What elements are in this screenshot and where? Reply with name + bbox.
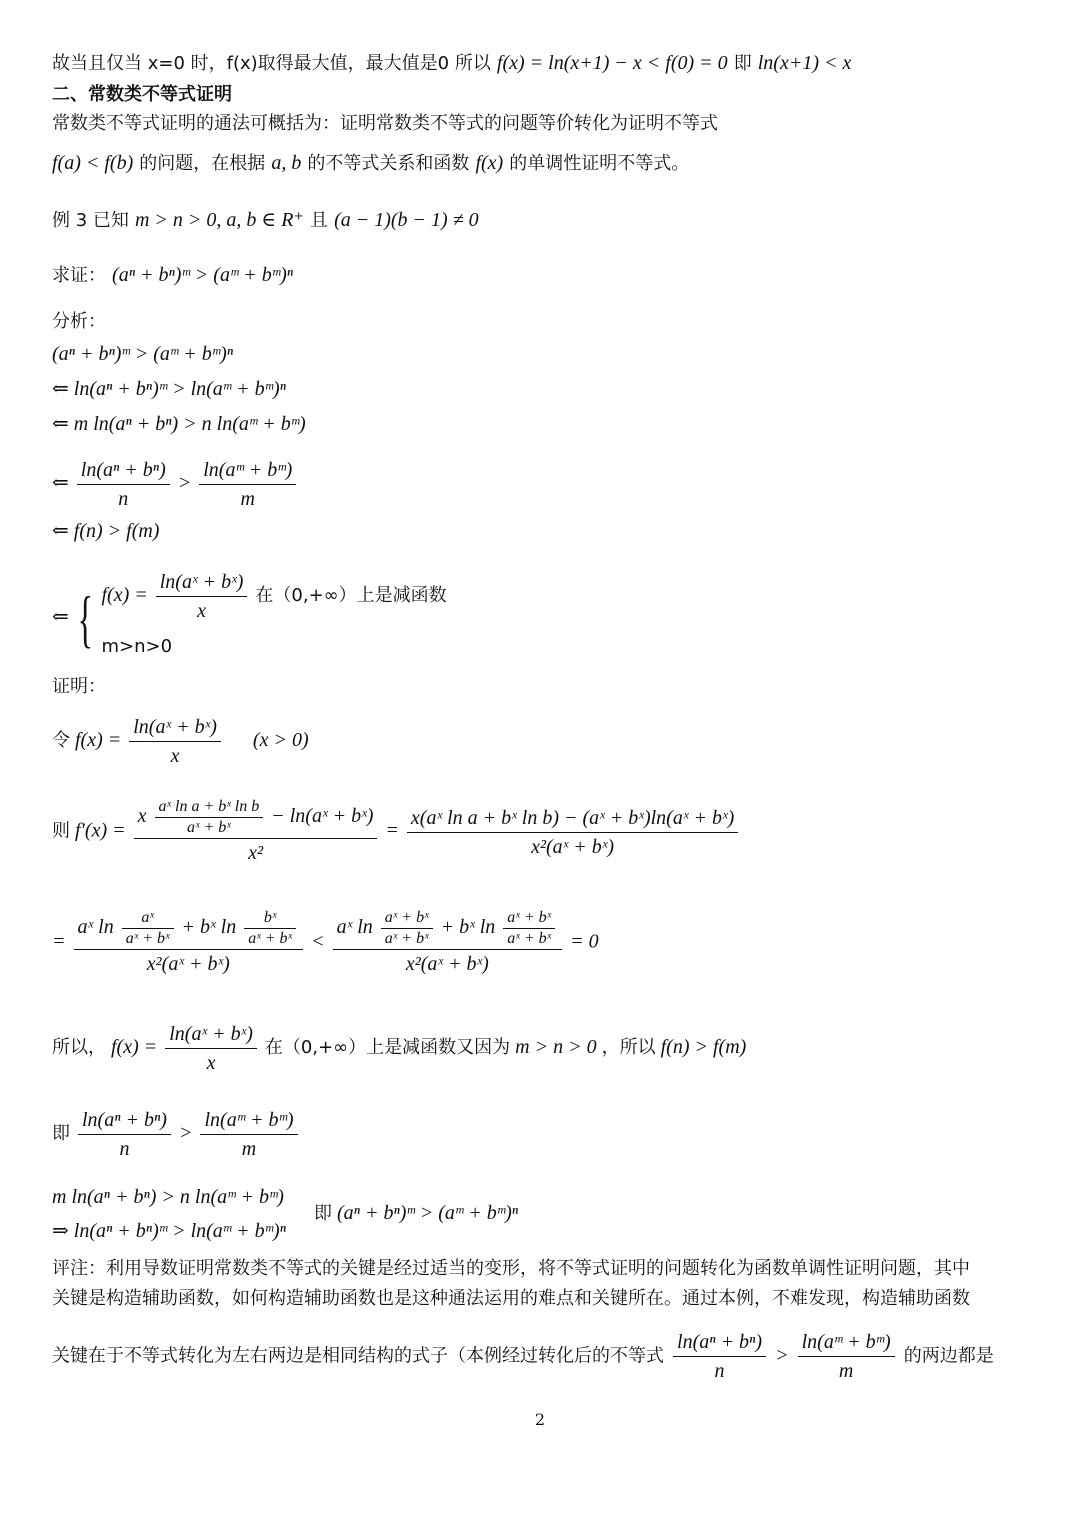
less-than: < xyxy=(311,930,325,953)
ji-label: 即 xyxy=(314,1203,332,1224)
fraction-numerator: aˣ xyxy=(122,908,174,929)
fraction-n xyxy=(78,1106,171,1163)
case-2: m>n>0 xyxy=(101,636,173,657)
para-text-1: 的问题，在根据 xyxy=(139,153,266,174)
example-connector: 且 xyxy=(310,210,329,231)
domain-condition: (x > 0) xyxy=(252,729,309,752)
para-formula-3: f(x) xyxy=(475,152,504,174)
para-text-2: 的不等式关系和函数 xyxy=(307,153,470,174)
term-b: + bˣ ln xyxy=(181,916,237,939)
so-label: 所以， xyxy=(52,1037,106,1059)
fraction-numerator: ln(aⁿ + bⁿ) xyxy=(673,1328,766,1357)
fraction-denominator: m xyxy=(240,488,255,510)
analysis-step-6 xyxy=(52,568,447,669)
analysis-step-3: ⇐ m ln(aⁿ + bⁿ) > n ln(aᵐ + bᵐ) xyxy=(52,413,306,435)
fraction-denominator: x xyxy=(206,1052,216,1074)
estimate-fraction-2 xyxy=(333,908,563,978)
estimate-fraction-1 xyxy=(74,908,304,978)
implied-by-arrow: ⇐ xyxy=(52,606,69,629)
x-factor: x xyxy=(137,805,147,828)
note-line-3 xyxy=(52,1328,994,1385)
inner-fraction xyxy=(381,908,433,949)
fraction-numerator: ln(aⁿ + bⁿ) xyxy=(78,1106,171,1135)
fraction-m xyxy=(200,1106,297,1163)
ji-line xyxy=(52,1106,301,1163)
fraction-denominator: x xyxy=(197,600,207,622)
analysis-step-4 xyxy=(52,456,299,513)
case-1 xyxy=(101,568,446,625)
fraction-denominator: aˣ + bˣ xyxy=(384,930,429,947)
inner-fraction xyxy=(503,908,555,949)
so-condition: m > n > 0 xyxy=(515,1036,597,1059)
conclusion-connector: 即 xyxy=(733,53,752,74)
conclusion-final xyxy=(314,1200,518,1227)
note-text-a: 关键在于不等式转化为左右两边是相同结构的式子（本例经过转化后的不等式 xyxy=(52,1345,664,1367)
fraction-numerator: ln(aˣ + bˣ) xyxy=(156,568,248,597)
equals-zero: = 0 xyxy=(570,930,599,953)
para-formula-2: a, b xyxy=(271,152,302,174)
implied-by-arrow: ⇐ xyxy=(52,472,69,495)
fraction-numerator xyxy=(74,908,304,950)
derivative-lhs: f′(x) = xyxy=(75,819,126,842)
left-brace: { xyxy=(77,582,93,654)
final-inequality: (aⁿ + bⁿ)ᵐ > (aᵐ + bᵐ)ⁿ xyxy=(337,1202,519,1224)
fraction-denominator: aˣ + bˣ xyxy=(125,930,170,947)
term-b: + bˣ ln xyxy=(440,916,496,939)
para-text-3: 的单调性证明不等式。 xyxy=(509,153,690,174)
page-number: 2 xyxy=(534,1410,546,1429)
fraction-denominator: x²(aˣ + bˣ) xyxy=(531,835,615,858)
conclusion-step-2 xyxy=(52,1218,286,1244)
fx-lhs: f(x) = xyxy=(111,1036,158,1059)
fraction-denominator: n xyxy=(714,1360,725,1382)
inner-fraction xyxy=(155,797,264,838)
greater-than: > xyxy=(775,1344,789,1367)
fx-fraction xyxy=(156,568,248,625)
para-formula-1: f(a) < f(b) xyxy=(52,152,134,174)
fraction-denominator: x xyxy=(170,745,180,767)
fraction-numerator: aˣ ln a + bˣ ln b xyxy=(155,797,264,818)
analysis-step-2: ⇐ ln(aⁿ + bⁿ)ᵐ > ln(aᵐ + bᵐ)ⁿ xyxy=(52,378,286,400)
fraction-numerator xyxy=(333,908,563,950)
fraction-n xyxy=(77,456,170,513)
fraction-denominator: m xyxy=(838,1360,854,1382)
so-line xyxy=(52,1020,746,1077)
fraction-numerator: ln(aˣ + bˣ) xyxy=(165,1020,257,1049)
fraction-denominator: x² xyxy=(248,842,263,864)
fx-lhs: f(x) = xyxy=(101,584,148,607)
conclusion-line xyxy=(52,50,851,77)
fraction-numerator: ln(aⁿ + bⁿ) xyxy=(77,456,170,485)
fraction-denominator: aˣ + bˣ xyxy=(507,930,552,947)
section-heading: 二、常数类不等式证明 xyxy=(52,84,232,105)
fraction-denominator: x²(aˣ + bˣ) xyxy=(146,953,230,975)
fraction-denominator: aˣ + bˣ xyxy=(248,930,293,947)
derivative-fraction xyxy=(134,797,378,867)
conclusion-formula-2: ln(x+1) < x xyxy=(757,52,852,74)
analysis-label: 分析： xyxy=(52,311,106,332)
conclusion-implication: ⇒ ln(aⁿ + bⁿ)ᵐ > ln(aᵐ + bᵐ)ⁿ xyxy=(52,1220,286,1242)
fraction-numerator: x(aˣ ln a + bˣ ln b) − (aˣ + bˣ)ln(aˣ + bˣ) xyxy=(407,804,738,833)
method-paragraph: 常数类不等式证明的通法可概括为：证明常数类不等式的问题等价转化为证明不等式 xyxy=(52,113,718,134)
equals-sign: = xyxy=(385,819,399,842)
fx-lhs: f(x) = xyxy=(75,729,122,752)
prove-formula: (aⁿ + bⁿ)ᵐ > (aᵐ + bᵐ)ⁿ xyxy=(112,264,294,286)
conclusion-formula: f(x) = ln(x+1) − x < f(0) = 0 xyxy=(496,52,728,74)
fraction-numerator: bˣ xyxy=(244,908,296,929)
prove-statement xyxy=(52,262,293,289)
term-a: aˣ ln xyxy=(77,916,114,939)
fraction-denominator: x²(aˣ + bˣ) xyxy=(405,953,489,975)
fraction-denominator: n xyxy=(118,488,129,510)
example-condition: m > n > 0, a, b ∈ R⁺ xyxy=(134,209,304,231)
analysis-step-5: ⇐ f(n) > f(m) xyxy=(52,520,160,542)
fraction-numerator: aˣ + bˣ xyxy=(503,908,555,929)
conclusion-text: 故当且仅当 x=0 时，f(x)取得最大值，最大值是0 所以 xyxy=(52,53,491,74)
equals-sign: = xyxy=(52,930,66,953)
conclusion-step-1: m ln(aⁿ + bⁿ) > n ln(aᵐ + bᵐ) xyxy=(52,1186,284,1208)
note-text-b: 的两边都是 xyxy=(903,1345,994,1367)
proof-label: 证明： xyxy=(52,676,106,697)
example-condition-2: (a − 1)(b − 1) ≠ 0 xyxy=(334,209,479,231)
log-term: − ln(aˣ + bˣ) xyxy=(271,805,374,828)
decreasing-text: 在（0,+∞）上是减函数 xyxy=(255,585,447,607)
derivative-fraction-2 xyxy=(407,804,738,861)
then-label: 则 xyxy=(52,820,70,842)
fraction-numerator: ln(aᵐ + bᵐ) xyxy=(199,456,296,485)
fraction-m xyxy=(798,1328,895,1385)
let-label: 令 xyxy=(52,730,70,752)
so-result: f(n) > f(m) xyxy=(660,1036,747,1059)
method-paragraph-2 xyxy=(52,150,689,177)
estimate-line xyxy=(52,908,599,978)
fraction-numerator: ln(aᵐ + bᵐ) xyxy=(200,1106,297,1135)
fraction-numerator: ln(aˣ + bˣ) xyxy=(129,713,221,742)
so-text-2: ，所以 xyxy=(601,1037,656,1059)
fraction-numerator: aˣ + bˣ xyxy=(381,908,433,929)
fraction-denominator: m xyxy=(241,1138,257,1160)
greater-than: > xyxy=(177,472,192,495)
analysis-step-1: (aⁿ + bⁿ)ᵐ > (aᵐ + bᵐ)ⁿ xyxy=(52,343,234,365)
fraction-denominator: aˣ + bˣ xyxy=(186,819,231,836)
fraction-denominator: n xyxy=(119,1138,130,1160)
prove-label: 求证： xyxy=(52,265,106,286)
example-3-statement xyxy=(52,207,479,234)
greater-than: > xyxy=(178,1122,193,1145)
fx-fraction xyxy=(165,1020,257,1077)
inner-fraction xyxy=(122,908,174,949)
note-line-1: 评注：利用导数证明常数类不等式的关键是经过适当的变形，将不等式证明的问题转化为函数单调性证明问题，其中 xyxy=(52,1258,970,1279)
example-label: 例 3 已知 xyxy=(52,210,129,231)
fraction-numerator xyxy=(134,797,378,839)
fraction-numerator: ln(aᵐ + bᵐ) xyxy=(798,1328,895,1357)
so-text: 在（0,+∞）上是减函数又因为 xyxy=(264,1037,511,1059)
fx-fraction xyxy=(129,713,221,770)
term-a: aˣ ln xyxy=(336,916,373,939)
fraction-m xyxy=(199,456,296,513)
note-line-2: 关键是构造辅助函数，如何构造辅助函数也是这种通法运用的难点和关键所在。通过本例，不难发现，构造辅助函数 xyxy=(52,1288,970,1309)
ji-label: 即 xyxy=(52,1123,70,1145)
derivative-line xyxy=(52,797,741,867)
fraction-n xyxy=(673,1328,766,1385)
let-definition xyxy=(52,713,309,770)
case-system xyxy=(101,568,446,669)
inner-fraction xyxy=(244,908,296,949)
